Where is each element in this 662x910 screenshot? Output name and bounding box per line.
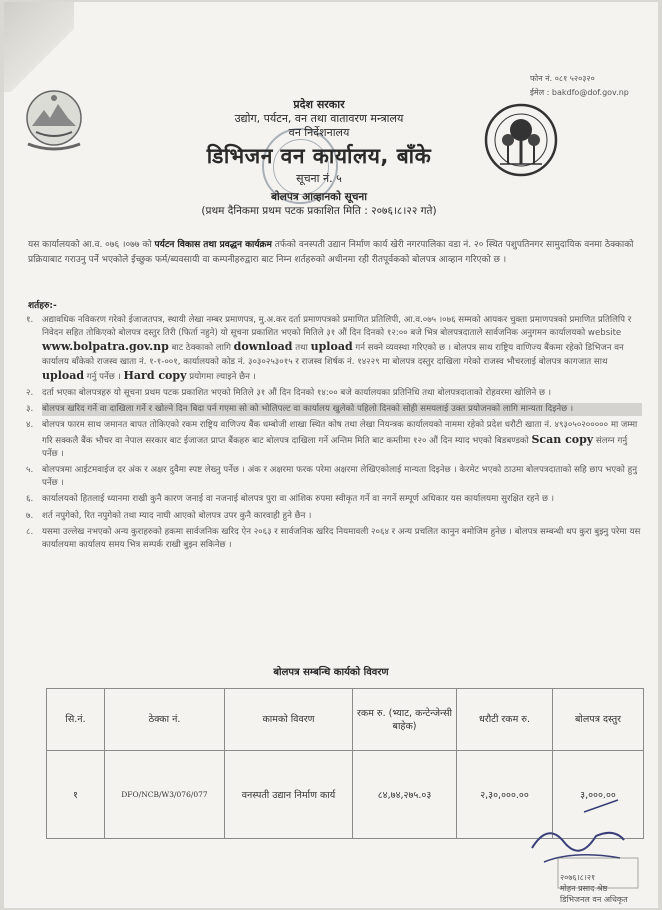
term-number: २.: [26, 388, 34, 399]
letterhead: [154, 98, 484, 218]
website-url: www.bolpatra.gov.np: [42, 340, 169, 354]
term-item: [26, 493, 642, 506]
term-number: ३.: [26, 404, 34, 415]
term-text-part: गर्न सक्ने व्यवस्था गरिएको छ । बोलपत्र साथ राष्ट्रिय वाणिज्य बैंकमा रहेको डिभिजन वन कार्यालय बाँकेको राजस्व खाता नं. १-१-००१, कार्यालयको कोड नं. ३०३०२५३०१५ र राजस्व शिर्षक नं. १४२२९ मा बोलपत्र दस्तुर दाखिला गरेको राजस्व भौचरलाई बोलपत्र कागजात साथ: [42, 343, 624, 367]
term-text: कार्यालयको हितलाई ध्यानमा राखी कुनै कारण जनाई वा नजनाई बोलपत्र पुरा वा आंशिक रुपमा स्वीकृत गर्ने वा नगर्ने सम्पूर्ण अधिकार यस कार्यालयमा सुरक्षित रहने छ ।: [42, 494, 555, 505]
term-number: ४.: [26, 420, 34, 431]
term-item: [26, 314, 642, 384]
notice-page: [4, 2, 658, 908]
cell-deposit: २,३०,०००.००: [457, 751, 553, 839]
col-header: बोलपत्र दस्तुर: [553, 689, 644, 751]
term-text-part: संलग्न गर्नु पर्नेछ ।: [42, 435, 628, 459]
signature-date: २०७६।८।२१: [560, 873, 596, 882]
download-word: download: [233, 340, 293, 354]
email-label: ईमेल :: [530, 88, 550, 97]
table-header-row: [47, 689, 644, 751]
term-number: १.: [26, 315, 34, 325]
term-text-part: अद्यावधिक नविकरण गरेको ईजाजतपत्र, स्थायी लेखा नम्बर प्रमाणपत्र, मु.अ.कर दर्ता प्रमाणपत्रको प्रमाणित प्रतिलिपी, आ.व.०७५ ।०७६ सम्मको आयकर चुक्ता प्रमाणपत्रको प्रमाणित प्रतिलिपि र निवेदन सहित तोकिएको बोलपत्र दस्तुर तिरी (फिर्ता नहुने) यो सूचना प्रकाशित भएको मितिले ३१ औं दिन दिनको १२:०० बजे भित्र बोलपत्रदाताले सार्वजनिक अनुगमन कार्यालयको website: [42, 315, 632, 339]
nepal-emblem-icon: [22, 88, 86, 154]
term-text: [42, 419, 642, 461]
email-text: bakdfo@dof.gov.np: [551, 88, 629, 97]
term-item: [26, 464, 642, 490]
term-text: यसमा उल्लेख नभएको अन्य कुराहरुको हकमा सार्वजनिक खरिद ऐन २०६३ र सार्वजनिक खरिद नियमावली २०६४ र अन्य प्रचलित कानुन बमोजिम हुनेछ । बोलपत्र सम्बन्धी थप कुरा बुझ्नु परेमा यस कार्यालयमा कार्यालय समय भित्र सम्पर्क राखी बुझ्न सकिनेछ ।: [42, 526, 641, 551]
intro-paragraph: [28, 238, 640, 267]
term-number: ६.: [26, 494, 34, 505]
upload-word: upload: [310, 340, 353, 354]
term-text-part: बाट ठेक्काको लागि: [168, 343, 234, 354]
intro-text-1: यस कार्यालयको आ.व. ०७६ ।०७७ को: [28, 240, 155, 250]
term-text: बोलपत्रमा आईटमवाईज दर अंक र अक्षर दुवैमा स्पष्ट लेख्नु पर्नेछ । अंक र अक्षरमा फरक परेमा अक्षरमा लेखिएकोलाई मान्यता दिइनेछ । केरमेट भएको ठाउमा बोलपत्रदाताको सहि छाप भएको हुनु पर्नेछ ।: [42, 465, 637, 489]
col-header: कामको विवरण: [225, 689, 353, 751]
term-number: ५.: [26, 465, 34, 476]
term-text-part: गर्नु पर्नेछ ।: [84, 371, 124, 382]
government-name: प्रदेश सरकार: [293, 98, 345, 111]
signatory-name: मोहन प्रसाद श्रेष्ठ: [560, 884, 608, 893]
col-header: धरौटी रकम रु.: [457, 689, 553, 751]
term-text: दर्ता भएका बोलपत्रहरु यो सूचना प्रथम पटक प्रकाशित भएको मितिले ३१ औं दिन दिनको १४:०० बजे कार्यालयका प्रतिनिधि तथा बोलपत्रदाताको रोहवरमा खोलिने छ ।: [42, 388, 552, 399]
terms-heading: शर्तहरु:-: [28, 301, 57, 311]
term-item: [26, 419, 642, 461]
upload-word-2: upload: [42, 368, 85, 382]
office-name: डिभिजन वन कार्यालय, बाँके: [206, 144, 432, 168]
intro-text-2: तर्फको वनस्पती उद्यान निर्माण कार्य खेरी नगरपालिका वडा नं. २० स्थित पशुपतिनगर सामुदायिक वनमा ठेक्काको प्रक्रियाबाट गराउनु पर्ने भएकोले ईच्छुक फर्म/ब्यवसायी वा कम्पनीहरुद्वारा बाट निम्न शर्तहरुको अधीनमा रही रीतपूर्वकको बोलपत्र आव्हान गरिएको छ ।: [28, 240, 634, 265]
term-text-part: तथा: [292, 343, 311, 354]
col-header: ठेक्का नं.: [105, 689, 225, 751]
term-text-part: बोलपत्र फारम साथ जमानत बापत तोकिएको रकम राष्ट्रिय वाणिज्य बैंक धम्बोजी शाखा स्थित कोष तथा लेखा नियन्त्रक कार्यालयको नाममा रहेको प्रदेश धरौटी खाता नं. ४९३०५०२००००० मा जम्मा गरि सक्कलै बैंक भौचर वा नेपाल सरकार बाट ईजाजत प्राप्त बैंकहरु बाट बोलपत्र दाखिला गर्ने अन्तिम मिति बाट कम्तीमा १२० औं दिन म्याद भएको बिडबण्डको: [42, 420, 638, 446]
cell-contract: DFO/NCB/W3/076/077: [105, 751, 225, 839]
notice-title: बोलपत्र आव्हानको सूचना: [271, 191, 367, 203]
col-header: रकम रु. (भ्याट, कन्टेन्जेन्सी बाहेक): [353, 689, 457, 751]
cell-desc: वनस्पती उद्यान निर्माण कार्य: [225, 751, 353, 839]
terms-list: [26, 314, 642, 555]
cell-fee: ३,०००.००: [553, 751, 644, 839]
term-text-part: प्रयोगमा ल्याइने छैन ।: [186, 371, 256, 382]
cell-amount: ८४,७४,२७५.०३: [353, 751, 457, 839]
cell-sn: १: [47, 751, 105, 839]
term-item: [26, 510, 642, 523]
table-title: बोलपत्र सम्बन्धि कार्यको विवरण: [273, 667, 389, 678]
scan-shadow: [4, 2, 74, 92]
contact-block: [530, 72, 629, 100]
program-name: पर्यटन विकास तथा प्रवद्धन कार्यक्रम: [154, 240, 272, 250]
term-text: [42, 314, 642, 384]
term-text: बोलपत्र खरिद गर्ने वा दाखिला गर्ने र खोल्ने दिन बिदा पर्न गएमा सो को भोलिपल्ट वा कार्यालय खुलेको पहिलो दिनको सोही समयलाई उक्त प्रयोजनको लागि मान्यता दिइनेछ ।: [42, 403, 642, 416]
signatory-block: [560, 872, 628, 905]
term-number: ८.: [26, 526, 34, 537]
phone-text: फोन नं. ०८१ ५२०३२०: [530, 74, 595, 83]
term-number: ७.: [26, 510, 34, 521]
term-item: [26, 526, 642, 552]
term-item: [26, 403, 642, 416]
signatory-title: डिभिजनल वन अधिकृत: [560, 895, 628, 904]
department-name: वन निर्देशनालय: [288, 126, 350, 139]
hard-copy-word: Hard copy: [123, 368, 187, 382]
term-text: शर्त नपुगेको, रित नपुगेको तथा म्याद नाघी आएको बोलपत्र उपर कुनै कारवाही हुने छैन ।: [42, 510, 312, 521]
notice-number: सूचना नं. ५: [296, 172, 342, 185]
col-header: सि.नं.: [47, 689, 105, 751]
term-item: [26, 387, 642, 400]
forest-logo-icon: [482, 102, 560, 178]
publication-date: (प्रथम दैनिकमा प्रथम पटक प्रकाशित मिति : २०७६।८।२२ गते): [201, 205, 437, 217]
ministry-name: उद्योग, पर्यटन, वन तथा वातावरण मन्त्रालय: [234, 112, 404, 125]
scan-copy-word: Scan copy: [531, 432, 594, 446]
